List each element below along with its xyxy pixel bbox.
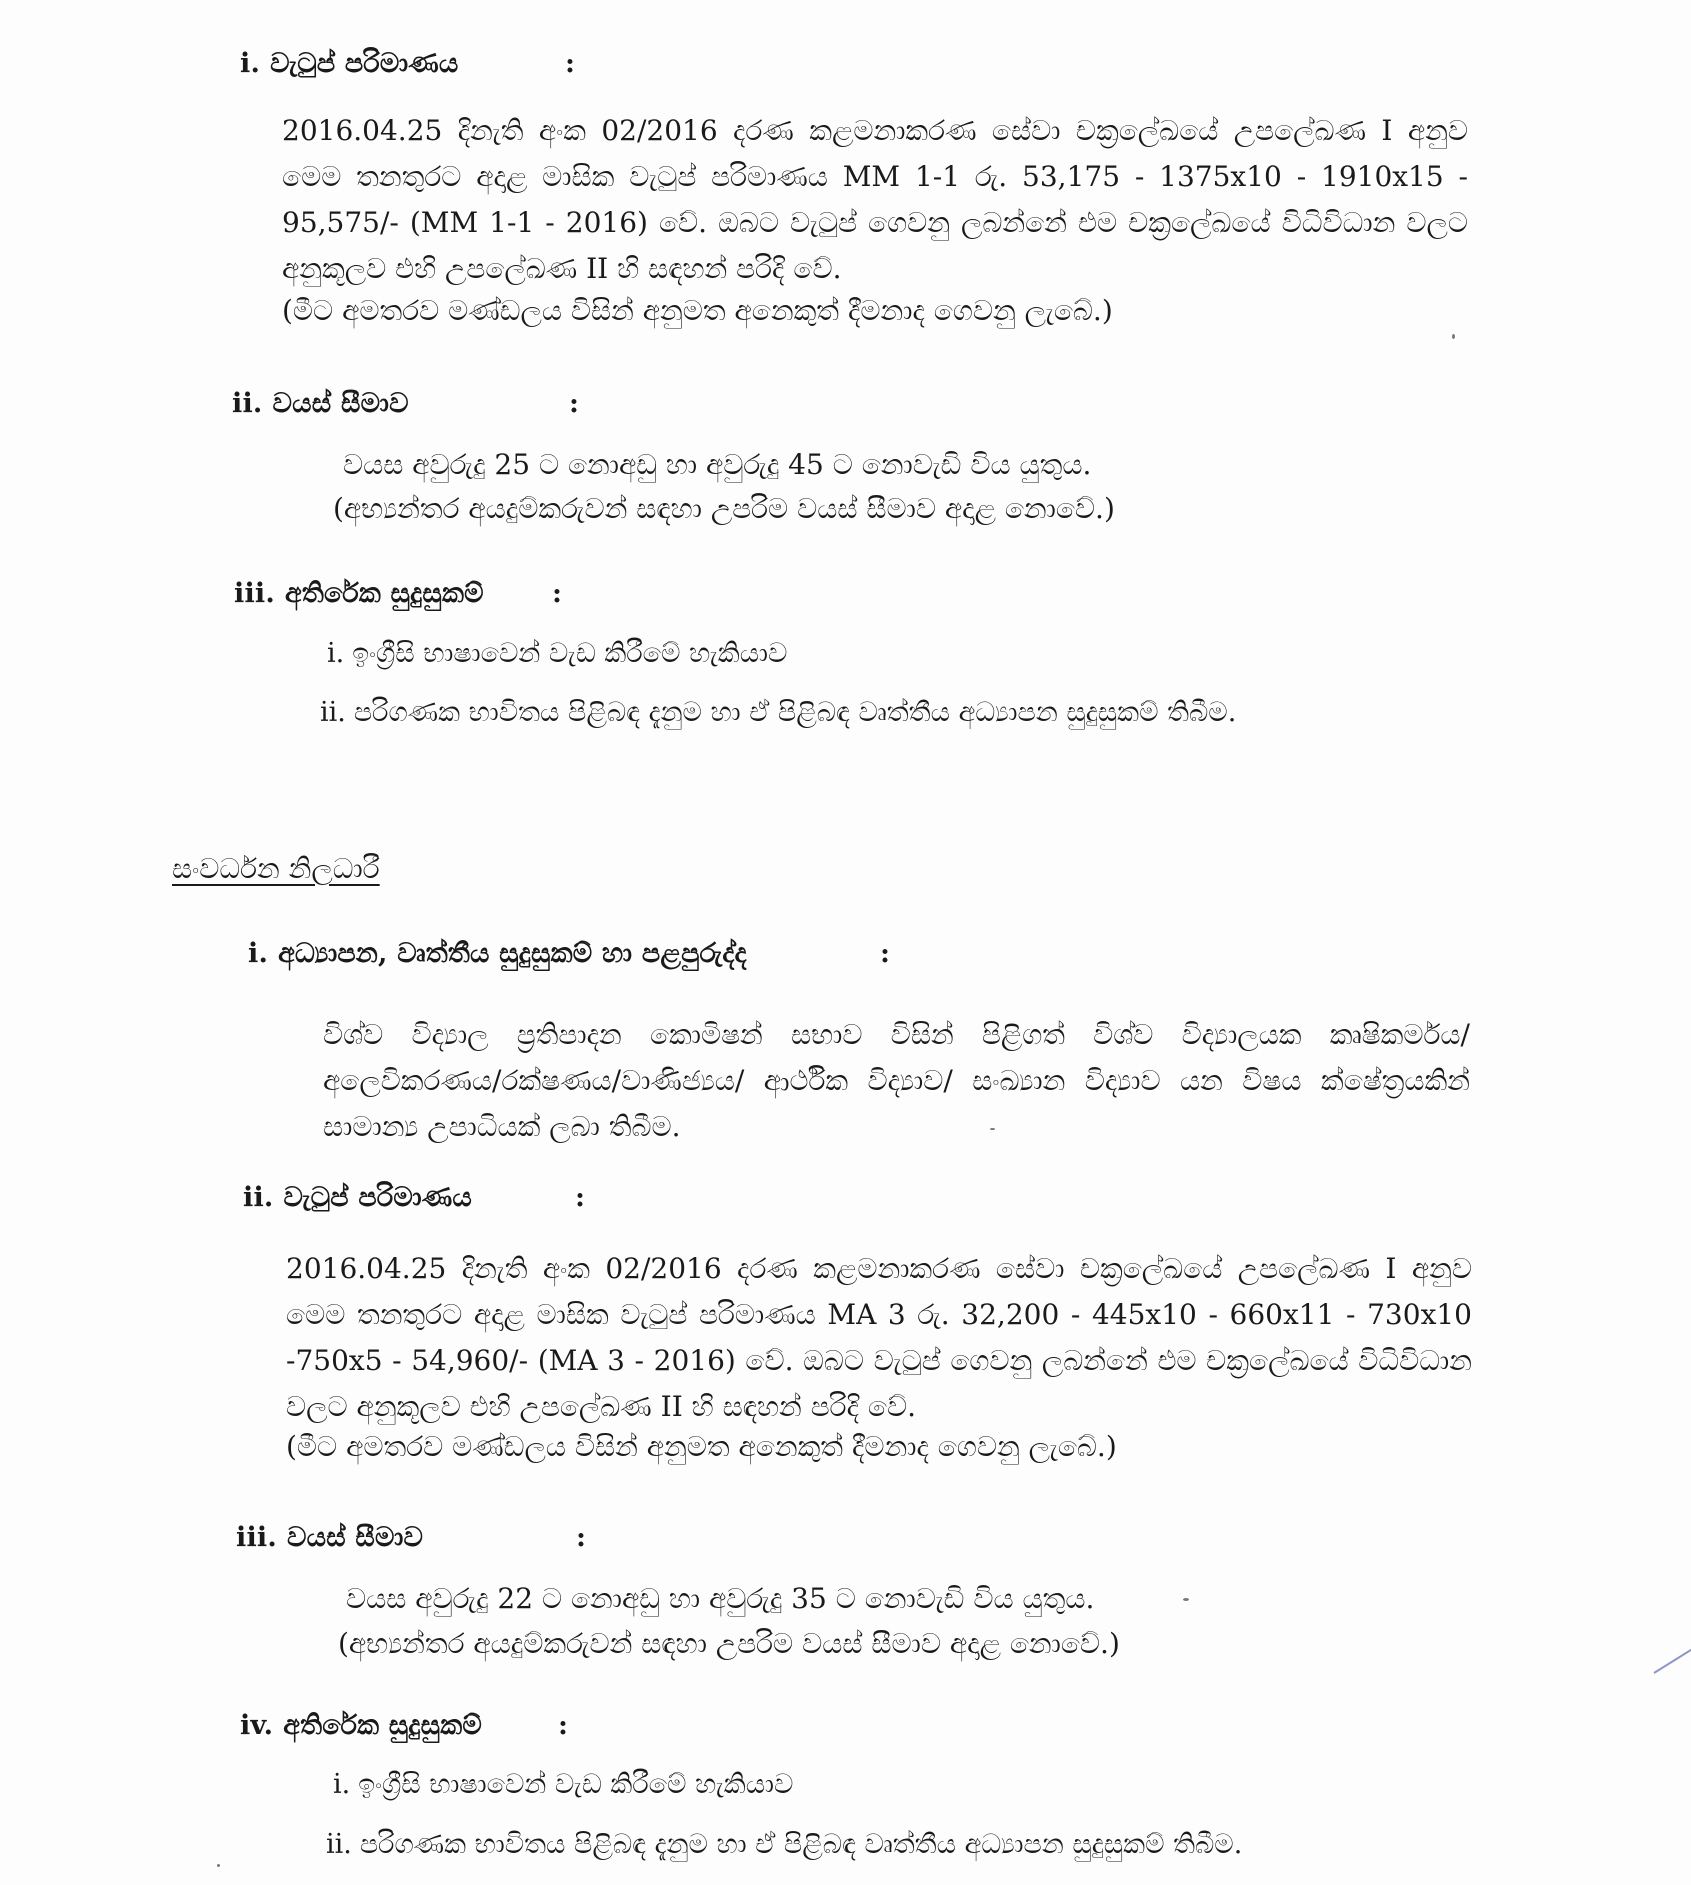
section-title-development-officer: සංවර්ධන නිලධාරී [172,852,380,885]
item-number: ii. [326,1829,352,1860]
heading-title: වයස් සීමාව [272,388,409,419]
heading-colon: : [569,388,580,419]
salary-allowance-note-2: (මීට අමතරව මණ්ඩලය විසින් අනුමත අනෙකුත් දීමනාද ගෙවනු ලැබේ.) [286,1430,1117,1463]
qualification-item [320,697,1236,729]
qualification-item [333,1769,793,1801]
heading-title: අතිරේක සුදුසුකම් [283,1710,482,1741]
education-qualifications-paragraph: විශ්ව විද්‍යාල ප්‍රතිපාදන කොමිෂන් සභාව විසින් පිළිගත් විශ්ව විද්‍යාලයක කෘෂිකර්මය/අලෙවිකරණය/රක්ෂණය/වාණිජ්‍යය/ ආර්ථික විද්‍යාව/ සංඛ්‍යාන විද්‍යාව යන විෂය ක්ෂේත්‍රයකින් සාමාන්‍ය උපාධියක් ලබා තිබීම. [323,1018,1470,1143]
heading-colon: : [575,1182,586,1213]
heading-number: iii. [236,1522,277,1553]
item-text: ඉංග්‍රීසි භාෂාවෙන් වැඩ කිරීමේ හැකියාව [358,1769,794,1800]
heading-colon: : [558,1710,569,1741]
heading-number: iv. [240,1710,274,1741]
heading-colon: : [565,48,576,79]
salary-scale-paragraph-2: 2016.04.25 දිනැති අංක 02/2016 දරණ කළමනාකරණ සේවා චක්‍රලේඛයේ උපලේඛණ I අනුව මෙම තනතුරට අදාළ මාසික වැටුප් පරිමාණය MA 3 රු. 32,200 - 445x10 - 660x11 - 730x10 -750x5 - 54,960/- (MA 3 - 2016) වේ. ඔබට වැටුප් ගෙවනු ලබන්නේ එම චක්‍රලේඛයේ විධිවිධාන වලට අනුකූලව එහි උපලේඛණ II හි සඳහන් පරිදි වේ. [286,1252,1472,1423]
heading-title: වයස් සීමාව [286,1522,424,1553]
heading-number: i. [248,938,269,969]
scan-speck [990,1128,995,1130]
heading-number: i. [240,48,261,79]
heading-number: ii. [232,388,263,419]
scan-speck [1452,334,1455,339]
heading-colon: : [880,938,891,969]
salary-scale-heading-2 [243,1182,586,1214]
heading-title: වැටුප් පරිමාණය [270,48,459,79]
additional-qualifications-heading [234,578,563,610]
item-text: පරිගණක භාවිතය පිළිබඳ දැනුම හා ඒ පිළිබඳ වෘත්තීය අධ්‍යාපන සුදුසුකම් තිබීම. [353,697,1237,728]
qualification-item [327,638,787,670]
item-number: i. [327,638,345,669]
salary-allowance-note: (මීට අමතරව මණ්ඩලය විසින් අනුමත අනෙකුත් දීමනාද ගෙවනු ලැබේ.) [282,294,1113,327]
scan-mark [1653,1649,1691,1674]
heading-title: අතිරේක සුදුසුකම් [284,578,484,609]
salary-scale-paragraph: 2016.04.25 දිනැති අංක 02/2016 දරණ කළමනාකරණ සේවා චක්‍රලේඛයේ උපලේඛණ I අනුව මෙම තනතුරට අදාළ මාසික වැටුප් පරිමාණය MM 1-1 රු. 53,175 - 1375x10 - 1910x15 - 95,575/- (MM 1-1 - 2016) වේ. ඔබට වැටුප් ගෙවනු ලබන්නේ එම චක්‍රලේඛයේ විධිවිධාන වලට අනුකූලව එහි උපලේඛණ II හි සඳහන් පරිදි වේ. [282,114,1468,285]
item-number: ii. [320,697,346,728]
age-limit-text: වයස අවුරුදු 25 ට නොඅඩු හා අවුරුදු 45 ට නොවැඩි විය යුතුය. [343,448,1092,481]
heading-colon: : [552,578,563,609]
scan-speck [217,1864,220,1867]
age-limit-note-2: (අභ්‍යන්තර අයදුම්කරුවන් සඳහා උපරිම වයස් සීමාව අදාළ නොවේ.) [338,1627,1120,1660]
heading-number: iii. [234,578,275,609]
additional-qualifications-heading-2 [240,1710,569,1742]
qualification-item [326,1829,1242,1861]
item-number: i. [333,1769,351,1800]
age-limit-heading [232,388,580,420]
heading-title: වැටුප් පරිමාණය [283,1182,472,1213]
heading-title: අධ්‍යාපන, වෘත්තීය සුදුසුකම් හා පළපුරුද්ද [278,938,747,969]
age-limit-note: (අභ්‍යන්තර අයදුම්කරුවන් සඳහා උපරිම වයස් සීමාව අදාළ නොවේ.) [333,492,1115,525]
salary-scale-heading [240,48,576,80]
age-limit-heading-2 [236,1522,587,1554]
heading-number: ii. [243,1182,274,1213]
heading-colon: : [576,1522,587,1553]
education-qualifications-heading [248,938,891,970]
item-text: ඉංග්‍රීසි භාෂාවෙන් වැඩ කිරීමේ හැකියාව [352,638,788,669]
age-limit-text-2: වයස අවුරුදු 22 ට නොඅඩු හා අවුරුදු 35 ට නොවැඩි විය යුතුය. [346,1582,1095,1615]
item-text: පරිගණක භාවිතය පිළිබඳ දැනුම හා ඒ පිළිබඳ වෘත්තීය අධ්‍යාපන සුදුසුකම් තිබීම. [359,1829,1243,1860]
scan-speck [1183,1598,1189,1601]
